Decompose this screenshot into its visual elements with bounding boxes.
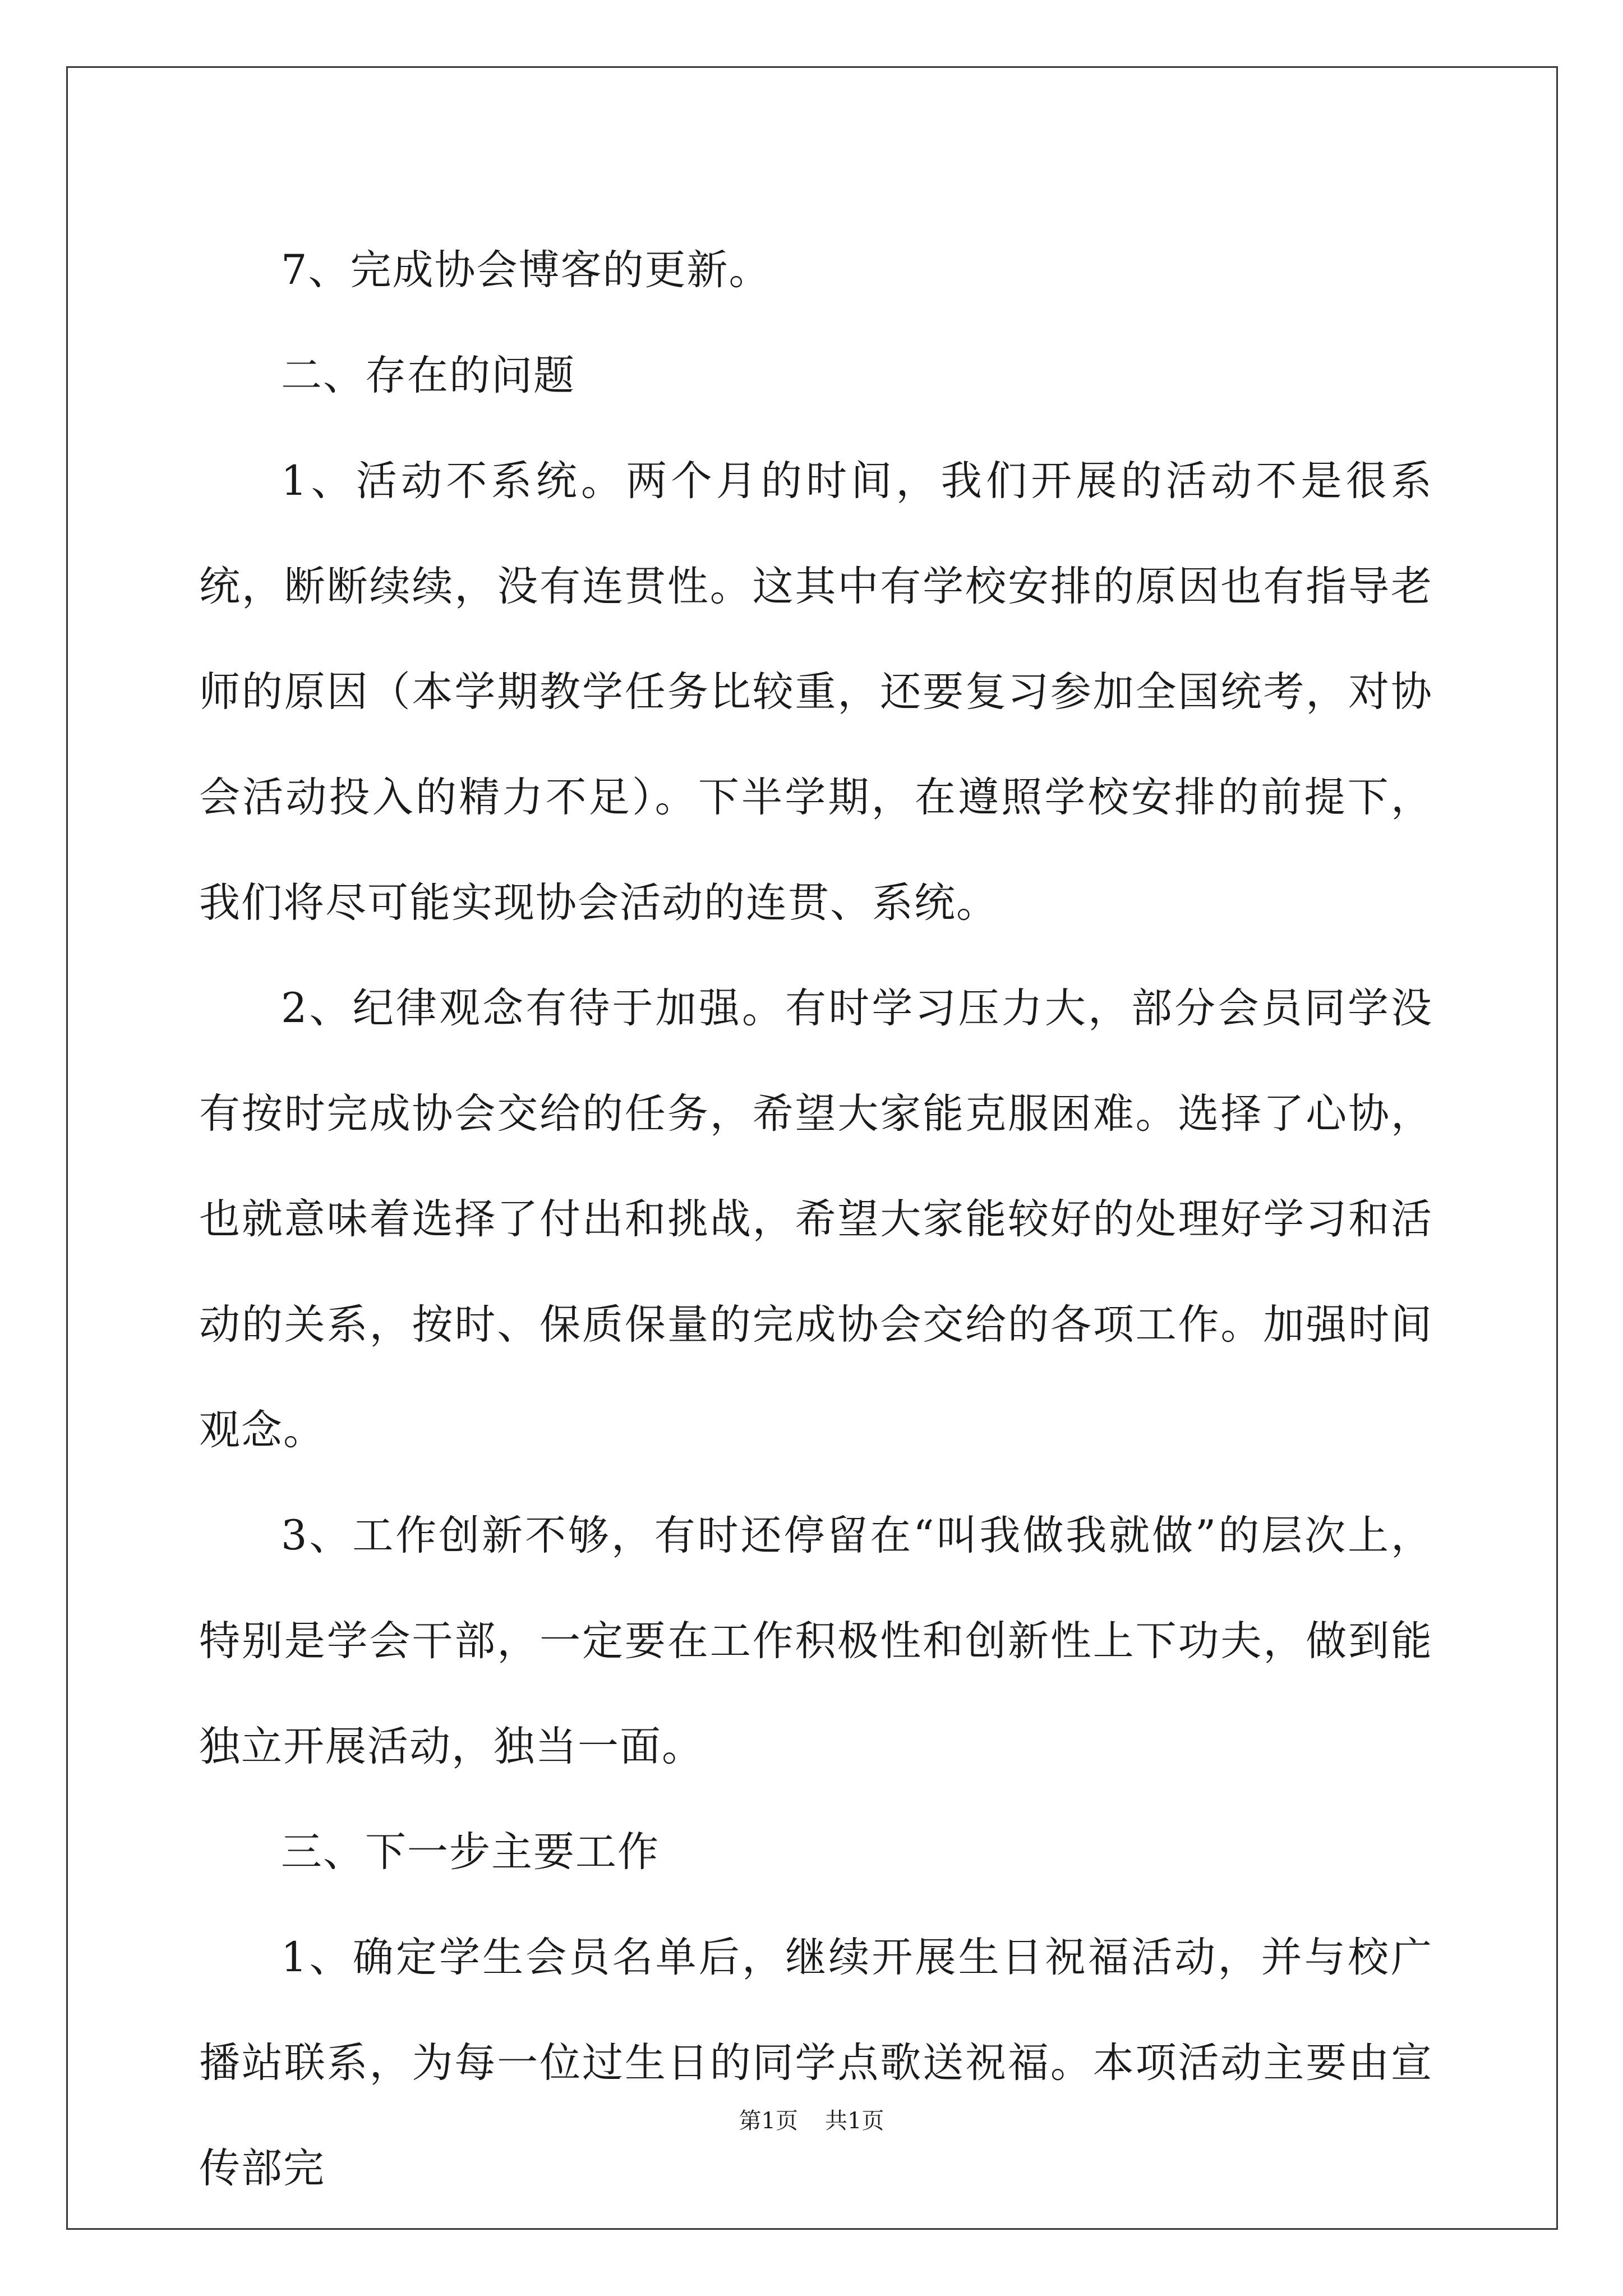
paragraph-problem-2: 2、纪律观念有待于加强。有时学习压力大，部分会员同学没有按时完成协会交给的任务，希望大家能克服困难。选择了心协，也就意味着选择了付出和挑战，希望大家能较好的处理好学习和活动的关系，按时、保质保量的完成协会交给的各项工作。加强时间观念。	[199, 984, 1433, 1454]
page-number-total: 共1页	[825, 2108, 884, 2134]
paragraph-item-7: 7、完成协会博客的更新。	[281, 246, 771, 294]
document-body	[199, 218, 1433, 2221]
paragraph-problem-3: 3、工作创新不够，有时还停留在“叫我做我就做”的层次上，特别是学会干部，一定要在工作积极性和创新性上下功夫，做到能独立开展活动，独当一面。	[199, 1512, 1433, 1770]
section-heading-next-steps: 三、下一步主要工作	[281, 1828, 660, 1876]
page-footer	[0, 2107, 1623, 2135]
section-heading-problems: 二、存在的问题	[281, 352, 575, 399]
paragraph-problem-1: 1、活动不系统。两个月的时间，我们开展的活动不是很系统，断断续续，没有连贯性。这其中有学校安排的原因也有指导老师的原因（本学期教学任务比较重，还要复习参加全国统考，对协会活动投入的精力不足）。下半学期，在遵照学校安排的前提下，我们将尽可能实现协会活动的连贯、系统。	[199, 457, 1433, 927]
paragraph-next-step-1: 1、确定学生会员名单后，继续开展生日祝福活动，并与校广播站联系，为每一位过生日的同学点歌送祝福。本项活动主要由宣传部完	[199, 1934, 1433, 2192]
page-number-current: 第1页	[739, 2108, 798, 2134]
